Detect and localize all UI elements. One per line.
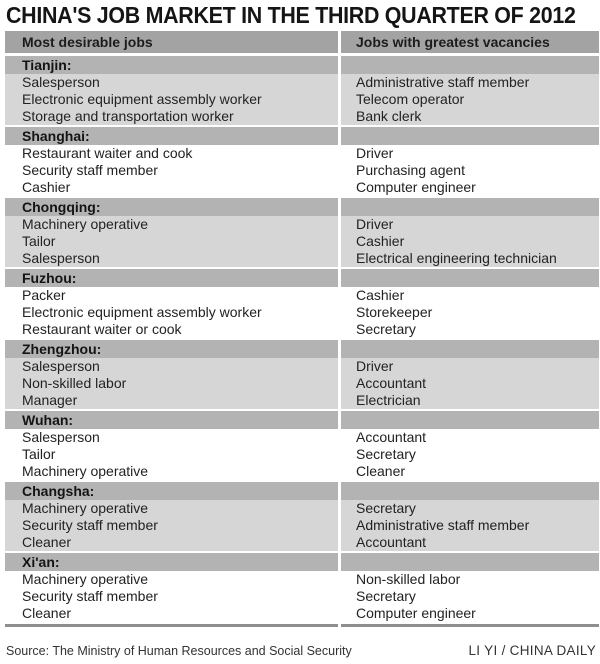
table-row (5, 145, 599, 162)
city-block (5, 553, 599, 622)
table-row (5, 500, 599, 517)
city-header-row (5, 340, 599, 358)
vacancy-job: Storekeeper (341, 304, 599, 321)
city-header-blank (341, 269, 599, 287)
vacancy-job: Cashier (341, 233, 599, 250)
city-name: Zhengzhou: (5, 340, 338, 358)
city-header-blank (341, 553, 599, 571)
city-header-blank (341, 127, 599, 145)
desirable-job: Machinery operative (5, 463, 338, 480)
city-header-blank (341, 340, 599, 358)
desirable-job: Tailor (5, 233, 338, 250)
table-row (5, 233, 599, 250)
desirable-job: Machinery operative (5, 500, 338, 517)
column-header-row (5, 31, 599, 53)
vacancy-job: Non-skilled labor (341, 571, 599, 588)
bottom-rule-left (5, 624, 338, 627)
city-header-blank (341, 411, 599, 429)
desirable-job: Cleaner (5, 605, 338, 622)
city-name: Chongqing: (5, 198, 338, 216)
desirable-job: Electronic equipment assembly worker (5, 304, 338, 321)
city-block (5, 340, 599, 409)
city-header-row (5, 482, 599, 500)
table-row (5, 517, 599, 534)
desirable-job: Security staff member (5, 588, 338, 605)
desirable-job: Salesperson (5, 250, 338, 267)
vacancy-job: Secretary (341, 321, 599, 338)
city-block (5, 269, 599, 338)
city-blocks (5, 56, 599, 622)
desirable-job: Security staff member (5, 517, 338, 534)
city-block (5, 127, 599, 196)
city-name: Fuzhou: (5, 269, 338, 287)
vacancy-job: Cashier (341, 287, 599, 304)
table-row (5, 91, 599, 108)
vacancy-job: Accountant (341, 375, 599, 392)
city-name: Shanghai: (5, 127, 338, 145)
desirable-job: Salesperson (5, 74, 338, 91)
vacancy-job: Cleaner (341, 463, 599, 480)
desirable-job: Tailor (5, 446, 338, 463)
table-row (5, 429, 599, 446)
table-row (5, 321, 599, 338)
city-name: Wuhan: (5, 411, 338, 429)
vacancy-job: Bank clerk (341, 108, 599, 125)
desirable-job: Storage and transportation worker (5, 108, 338, 125)
page-title: CHINA'S JOB MARKET IN THE THIRD QUARTER OF 2012 (6, 2, 576, 28)
table-row (5, 358, 599, 375)
desirable-job: Restaurant waiter and cook (5, 145, 338, 162)
vacancy-job: Driver (341, 216, 599, 233)
table-row (5, 588, 599, 605)
desirable-job: Non-skilled labor (5, 375, 338, 392)
vacancy-job: Secretary (341, 500, 599, 517)
city-header-row (5, 127, 599, 145)
vacancy-job: Accountant (341, 429, 599, 446)
city-block (5, 56, 599, 125)
table-row (5, 304, 599, 321)
city-block (5, 198, 599, 267)
table-row (5, 287, 599, 304)
desirable-job: Cashier (5, 179, 338, 196)
table-row (5, 250, 599, 267)
desirable-job: Electronic equipment assembly worker (5, 91, 338, 108)
desirable-job: Manager (5, 392, 338, 409)
table-row (5, 605, 599, 622)
bottom-rule-right (341, 624, 599, 627)
table-row (5, 74, 599, 91)
table-row (5, 108, 599, 125)
vacancy-job: Secretary (341, 446, 599, 463)
vacancy-job: Administrative staff member (341, 74, 599, 91)
desirable-job: Salesperson (5, 358, 338, 375)
column-header-vacancies: Jobs with greatest vacancies (341, 31, 599, 53)
job-market-table (5, 31, 599, 627)
column-header-desirable: Most desirable jobs (5, 31, 338, 53)
desirable-job: Security staff member (5, 162, 338, 179)
bottom-rule (5, 624, 599, 627)
city-header-row (5, 411, 599, 429)
vacancy-job: Electrical engineering technician (341, 250, 599, 267)
table-row (5, 375, 599, 392)
desirable-job: Cleaner (5, 534, 338, 551)
table-row (5, 463, 599, 480)
vacancy-job: Purchasing agent (341, 162, 599, 179)
table-row (5, 162, 599, 179)
desirable-job: Salesperson (5, 429, 338, 446)
desirable-job: Packer (5, 287, 338, 304)
vacancy-job: Computer engineer (341, 605, 599, 622)
desirable-job: Machinery operative (5, 571, 338, 588)
city-name: Tianjin: (5, 56, 338, 74)
vacancy-job: Driver (341, 145, 599, 162)
table-row (5, 392, 599, 409)
table-row (5, 179, 599, 196)
credit-line: LI YI / CHINA DAILY (468, 643, 596, 658)
city-header-blank (341, 56, 599, 74)
vacancy-job: Accountant (341, 534, 599, 551)
city-name: Xi'an: (5, 553, 338, 571)
table-row (5, 216, 599, 233)
city-header-row (5, 198, 599, 216)
table-row (5, 534, 599, 551)
vacancy-job: Driver (341, 358, 599, 375)
vacancy-job: Secretary (341, 588, 599, 605)
city-header-blank (341, 198, 599, 216)
vacancy-job: Electrician (341, 392, 599, 409)
desirable-job: Restaurant waiter or cook (5, 321, 338, 338)
city-header-row (5, 553, 599, 571)
table-row (5, 571, 599, 588)
source-note: Source: The Ministry of Human Resources and Social Security (6, 644, 352, 658)
city-block (5, 482, 599, 551)
vacancy-job: Administrative staff member (341, 517, 599, 534)
vacancy-job: Computer engineer (341, 179, 599, 196)
city-header-blank (341, 482, 599, 500)
vacancy-job: Telecom operator (341, 91, 599, 108)
desirable-job: Machinery operative (5, 216, 338, 233)
city-block (5, 411, 599, 480)
city-name: Changsha: (5, 482, 338, 500)
city-header-row (5, 269, 599, 287)
table-row (5, 446, 599, 463)
city-header-row (5, 56, 599, 74)
